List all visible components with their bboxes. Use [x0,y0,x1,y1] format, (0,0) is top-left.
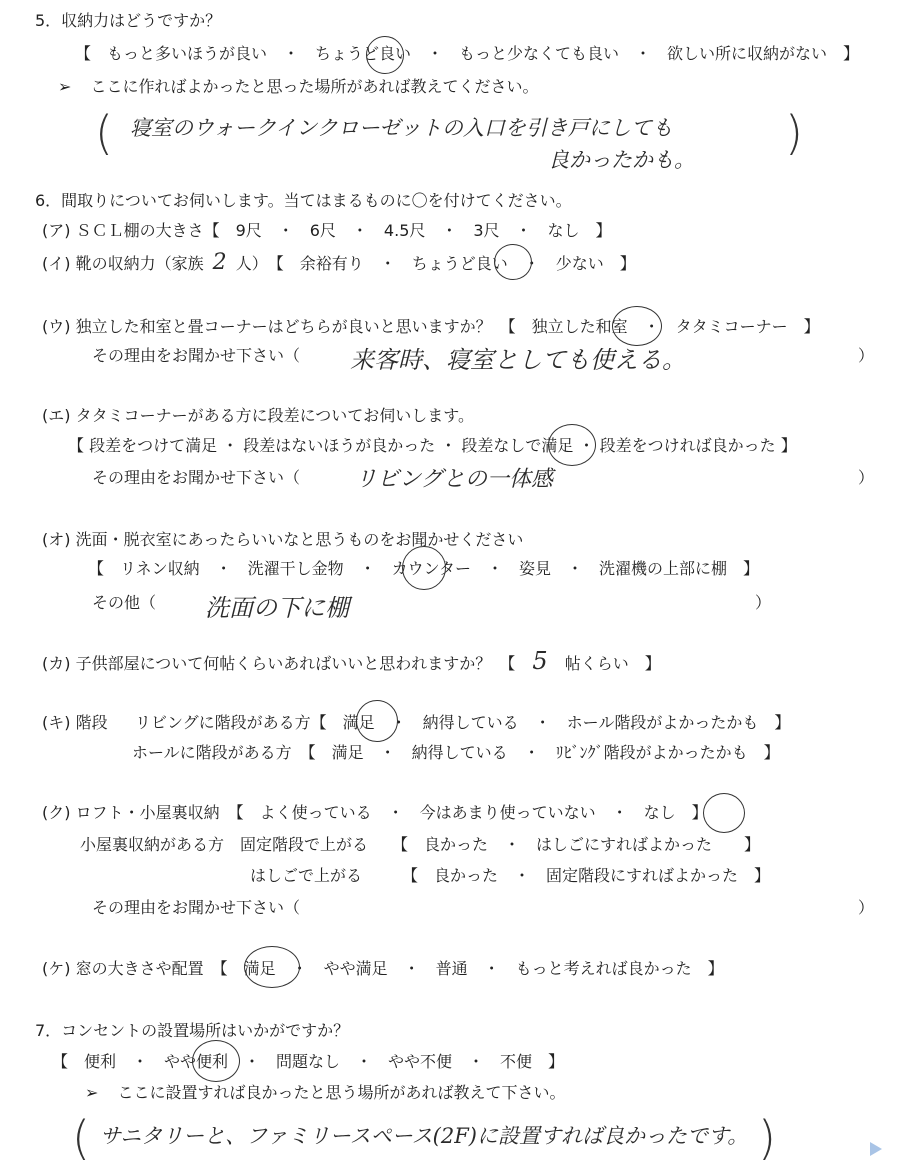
q7-answer: サニタリーと、ファミリースペース(2F)に設置すれば良かったです。 [100,1124,749,1148]
bracket-right-icon: ) [785,106,803,160]
q6-ku-row2: 小屋裏収納がある方 固定階段で上がる 【 良かった ・ はしごにすればよかった 】 [80,835,761,854]
q5-answer-line1: 寝室のウォークインクローゼットの入口を引き戸にしても [130,116,673,140]
selection-circle [703,793,745,833]
q6-ki-row1: リビングに階段がある方【 満足 ・ 納得している ・ ホール階段がよかったかも 】 [135,713,791,732]
q6-o-other: 洗面の下に棚 [205,594,349,622]
arrow-bullet-icon: ➢ [58,77,72,96]
bracket-right-icon: ) [758,1111,776,1165]
q6-i-family: 2 [212,250,227,275]
q6-a: (ア) ＳＣＬ棚の大きさ【 9尺 ・ 6尺 ・ 4.5尺 ・ 3尺 ・ なし 】 [42,221,612,240]
q7-title: 7．コンセントの設置場所はいかがですか？ [35,1021,350,1040]
q6-u-close: ） [858,346,875,365]
q6-title: 6．間取りについてお伺いします。当てはまるものに〇を付けてください。 [35,191,572,210]
q6-ku-reason-label: その理由をお聞かせ下さい（ [92,898,301,917]
q6-ka-text-after: 帖くらい 】 [564,654,661,673]
q6-i-row [42,252,636,275]
q6-ki-row2: ホールに階段がある方 【 満足 ・ 納得している ・ ﾘﾋﾞﾝｸﾞ階段がよかったかも 】 [132,743,780,762]
q7-options: 【 便利 ・ やや便利 ・ 問題なし ・ やや不便 ・ 不便 】 [52,1052,565,1071]
q6-ku-close: ） [858,898,875,917]
cursor-arrow-icon [870,1142,882,1156]
selection-circle [402,546,446,590]
selection-circle [192,1040,240,1082]
q5-prompt-row [58,76,539,98]
q6-u-reason-label: その理由をお聞かせ下さい（ [92,346,301,365]
q7-prompt: ここに設置すれば良かったと思う場所があれば教えて下さい。 [117,1083,566,1102]
q6-e-reason: リビングとの一体感 [355,467,554,492]
selection-circle [548,424,596,466]
q5-prompt: ここに作ればよかったと思った場所があれば教えてください。 [90,77,539,96]
q6-ki-label: (キ) 階段 [42,713,108,732]
q6-i-text-before: (イ) 靴の収納力（家族 [42,254,204,273]
q6-ku-row3: はしごで上がる 【 良かった ・ 固定階段にすればよかった 】 [250,866,771,885]
q6-ka-answer: 5 [532,647,548,675]
q6-o-options: 【 リネン収納 ・ 洗濯干し金物 ・ カウンター ・ 姿見 ・ 洗濯機の上部に棚 】 [88,559,760,578]
bracket-left-icon: ( [95,106,113,160]
q6-o-other-label: その他（ [92,593,157,612]
q6-ku: (ク) ロフト・小屋裏収納 【 よく使っている ・ 今はあまり使っていない ・ なし 】 [42,803,708,822]
q6-e-reason-label: その理由をお聞かせ下さい（ [92,468,301,487]
q6-i-text-after: 人） 【 余裕有り ・ ちょうど良い ・ 少ない 】 [235,254,636,273]
q6-ka-text: (カ) 子供部屋について何帖くらいあればいいと思われますか？ 【 [42,654,516,673]
q6-o: (オ) 洗面・脱衣室にあったらいいなと思うものをお聞かせください [42,530,524,549]
bracket-left-icon: ( [72,1111,90,1165]
q6-e: (エ) タタミコーナーがある方に段差についてお伺いします。 [42,406,474,425]
q7-prompt-row [85,1082,566,1104]
selection-circle [244,946,300,988]
arrow-bullet-icon: ➢ [85,1083,99,1102]
q6-e-options: 【 段差をつけて満足 ・ 段差はないほうが良かった ・ 段差なしで満足 ・ 段差をつければ良かった 】 [68,436,797,455]
q5-options: 【 もっと多いほうが良い ・ ちょうど良い ・ もっと少なくても良い ・ 欲しい所に収納がない 】 [75,44,860,63]
selection-circle [494,244,532,280]
q6-e-close: ） [858,468,875,487]
selection-circle [366,36,404,74]
q6-u: (ウ) 独立した和室と畳コーナーはどちらが良いと思いますか？ 【 独立した和室 ・ タタミコーナー 】 [42,317,820,336]
q6-ka-row [42,647,661,675]
selection-circle [356,700,398,742]
q6-ke: (ケ) 窓の大きさや配置 【 満足 ・ やや満足 ・ 普通 ・ もっと考えれば良かった 】 [42,959,724,978]
q5-title: 5．収納力はどうですか？ [35,11,222,30]
q6-u-reason: 来客時、寝室としても使える。 [350,346,686,374]
q5-answer-line2: 良かったかも。 [548,148,695,172]
q6-o-close: ） [755,593,772,612]
